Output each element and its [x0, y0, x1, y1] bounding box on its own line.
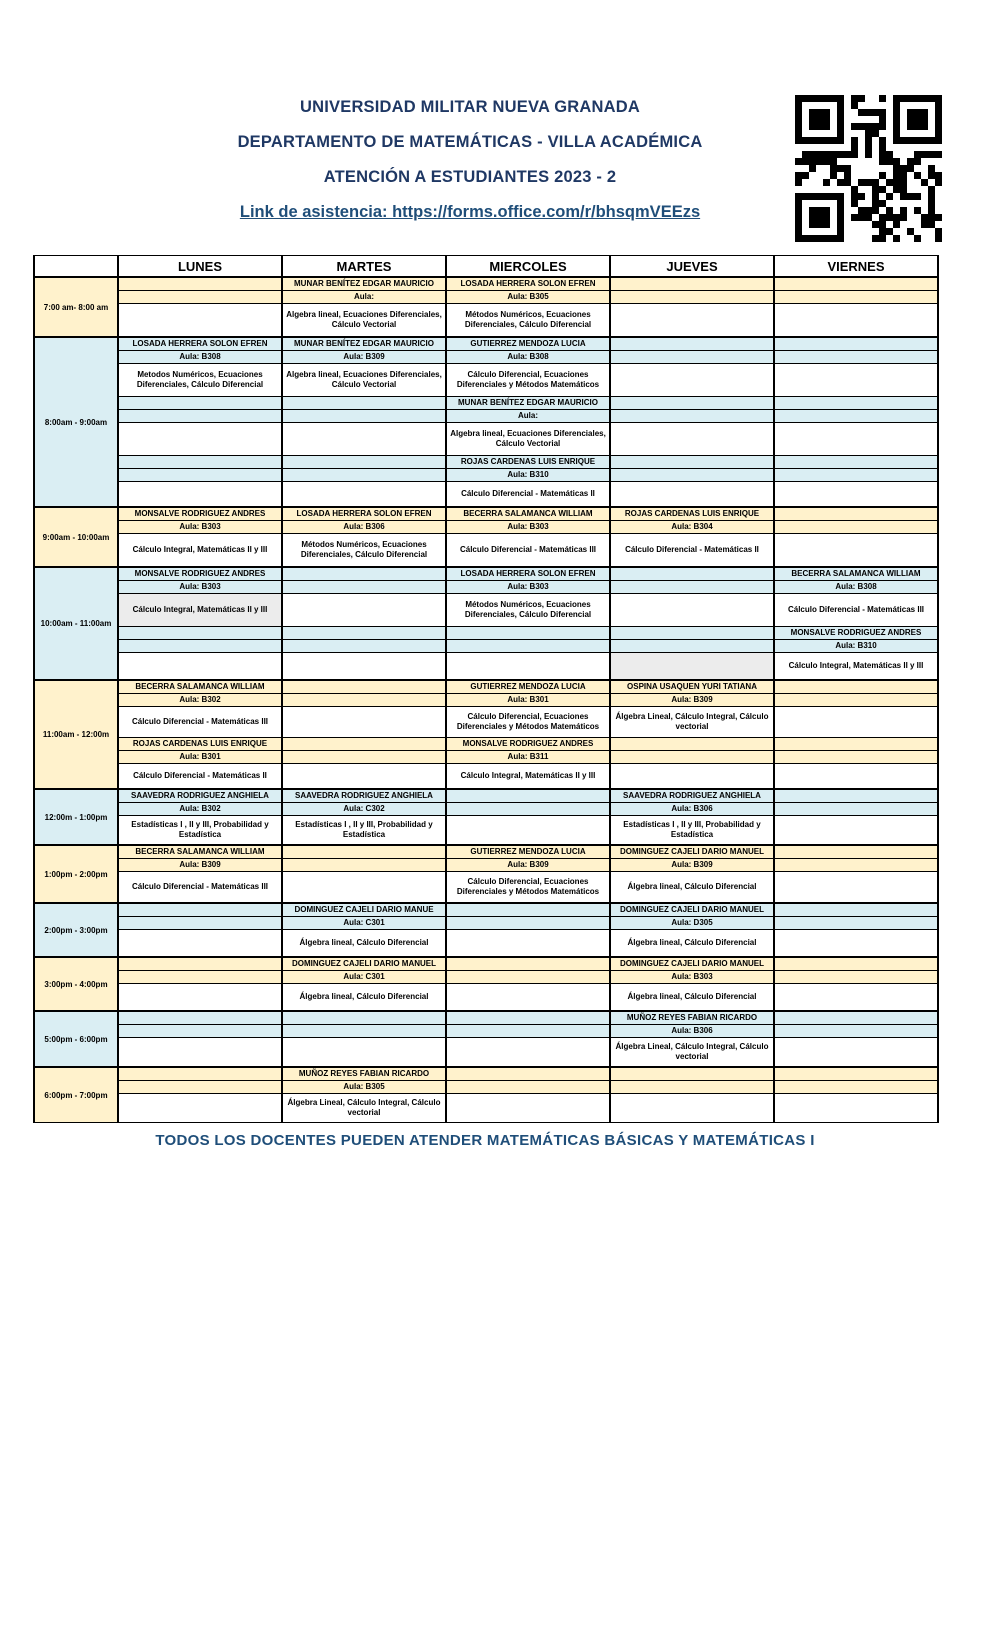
aula-cell — [118, 640, 282, 653]
teacher-name-cell — [446, 789, 610, 803]
teacher-name-cell — [118, 627, 282, 640]
teacher-name-cell: ROJAS CARDENAS LUIS ENRIQUE — [610, 507, 774, 521]
schedule-table — [33, 255, 939, 1123]
course-cell: Estadísticas I , II y III, Probabilidad y Estadística — [610, 816, 774, 846]
course-cell — [774, 816, 938, 846]
course-cell: Algebra lineal, Ecuaciones Diferenciales, Cálculo Vectorial — [446, 423, 610, 456]
course-cell — [774, 482, 938, 508]
course-cell: Álgebra lineal, Cálculo Diferencial — [282, 984, 446, 1012]
teacher-name-cell — [282, 397, 446, 410]
course-cell — [118, 482, 282, 508]
course-cell — [118, 984, 282, 1012]
time-slot-label: 1:00pm - 2:00pm — [34, 845, 118, 903]
course-cell — [446, 1094, 610, 1123]
course-cell — [610, 653, 774, 681]
teacher-name-cell — [774, 957, 938, 971]
aula-cell: Aula: B305 — [282, 1081, 446, 1094]
aula-cell: Aula: — [446, 410, 610, 423]
course-cell — [446, 1038, 610, 1068]
course-cell: Álgebra lineal, Cálculo Diferencial — [282, 930, 446, 958]
teacher-name-cell: DOMINGUEZ CAJELI DARIO MANUEL — [610, 903, 774, 917]
aula-cell — [118, 1025, 282, 1038]
aula-cell — [774, 694, 938, 707]
aula-cell — [282, 581, 446, 594]
aula-cell — [774, 971, 938, 984]
teacher-name-cell: MONSALVE RODRIGUEZ ANDRES — [118, 507, 282, 521]
teacher-name-cell: MONSALVE RODRIGUEZ ANDRES — [118, 567, 282, 581]
course-cell — [446, 816, 610, 846]
time-slot-label: 2:00pm - 3:00pm — [34, 903, 118, 957]
teacher-name-cell: LOSADA HERRERA SOLON EFREN — [282, 507, 446, 521]
teacher-name-cell: SAAVEDRA RODRIGUEZ ANGHIELA — [118, 789, 282, 803]
aula-cell — [610, 1081, 774, 1094]
teacher-name-cell: SAAVEDRA RODRIGUEZ ANGHIELA — [610, 789, 774, 803]
aula-cell: Aula: B302 — [118, 694, 282, 707]
teacher-name-cell — [610, 337, 774, 351]
department-title: DEPARTAMENTO DE MATEMÁTICAS - VILLA ACADÉMICA — [237, 133, 703, 151]
teacher-name-cell: BECERRA SALAMANCA WILLIAM — [446, 507, 610, 521]
aula-cell — [610, 751, 774, 764]
course-cell — [610, 594, 774, 627]
course-cell — [446, 984, 610, 1012]
aula-cell — [446, 803, 610, 816]
attendance-link[interactable]: Link de asistencia: https://forms.office.com/r/bhsqmVEEzs — [239, 203, 701, 221]
teacher-name-cell — [610, 277, 774, 291]
teacher-name-cell — [774, 738, 938, 751]
page-title: ATENCIÓN A ESTUDIANTES 2023 - 2 — [323, 168, 617, 186]
header — [60, 90, 880, 230]
teacher-name-cell — [118, 277, 282, 291]
teacher-name-cell: MUNAR BENÍTEZ EDGAR MAURICIO — [282, 337, 446, 351]
aula-cell — [610, 351, 774, 364]
teacher-name-cell — [774, 789, 938, 803]
time-slot-label: 3:00pm - 4:00pm — [34, 957, 118, 1011]
teacher-name-cell — [774, 337, 938, 351]
course-cell: Álgebra lineal, Cálculo Diferencial — [610, 930, 774, 958]
teacher-name-cell — [118, 1011, 282, 1025]
aula-cell: Aula: — [282, 291, 446, 304]
teacher-name-cell: LOSADA HERRERA SOLON EFREN — [446, 567, 610, 581]
aula-cell: Aula: B309 — [118, 859, 282, 872]
teacher-name-cell: DOMINGUEZ CAJELI DARIO MANUEL — [610, 957, 774, 971]
corner-cell — [34, 256, 118, 278]
aula-cell: Aula: B301 — [118, 751, 282, 764]
aula-cell — [774, 917, 938, 930]
course-cell: Algebra lineal, Ecuaciones Diferenciales, Cálculo Vectorial — [282, 304, 446, 338]
aula-cell: Aula: B306 — [282, 521, 446, 534]
course-cell — [610, 764, 774, 790]
teacher-name-cell — [610, 738, 774, 751]
teacher-name-cell: MUNAR BENÍTEZ EDGAR MAURICIO — [282, 277, 446, 291]
teacher-name-cell — [774, 507, 938, 521]
aula-cell — [446, 1081, 610, 1094]
aula-cell: Aula: C301 — [282, 917, 446, 930]
course-cell: Cálculo Diferencial, Ecuaciones Diferenciales y Métodos Matemáticos — [446, 872, 610, 904]
aula-cell: Aula: B306 — [610, 1025, 774, 1038]
aula-cell — [118, 917, 282, 930]
aula-cell: Aula: C302 — [282, 803, 446, 816]
teacher-name-cell — [282, 627, 446, 640]
time-slot-label: 12:00m - 1:00pm — [34, 789, 118, 845]
course-cell: Cálculo Diferencial - Matemáticas II — [610, 534, 774, 568]
teacher-name-cell — [282, 567, 446, 581]
course-cell — [118, 1038, 282, 1068]
teacher-name-cell: GUTIERREZ MENDOZA LUCIA — [446, 337, 610, 351]
course-cell: Álgebra lineal, Cálculo Diferencial — [610, 984, 774, 1012]
course-cell: Cálculo Diferencial - Matemáticas III — [118, 707, 282, 738]
course-cell: Cálculo Diferencial - Matemáticas II — [446, 482, 610, 508]
aula-cell — [774, 351, 938, 364]
course-cell — [774, 1038, 938, 1068]
course-cell — [774, 423, 938, 456]
day-header-row — [34, 256, 938, 278]
course-cell: Metodos Numéricos, Ecuaciones Diferenciales, Cálculo Diferencial — [118, 364, 282, 397]
aula-cell — [282, 410, 446, 423]
teacher-name-cell: MONSALVE RODRIGUEZ ANDRES — [446, 738, 610, 751]
schedule-area — [33, 255, 937, 1149]
aula-cell: Aula: B305 — [446, 291, 610, 304]
course-cell: Cálculo Diferencial - Matemáticas III — [118, 872, 282, 904]
time-slot-label: 5:00pm - 6:00pm — [34, 1011, 118, 1067]
aula-cell: Aula: B310 — [774, 640, 938, 653]
course-cell — [774, 1094, 938, 1123]
course-cell: Cálculo Integral, Matemáticas II y III — [118, 594, 282, 627]
course-cell: Cálculo Integral, Matemáticas II y III — [118, 534, 282, 568]
aula-cell: Aula: B308 — [774, 581, 938, 594]
course-cell: Cálculo Diferencial, Ecuaciones Diferenciales y Métodos Matemáticos — [446, 707, 610, 738]
aula-cell — [774, 291, 938, 304]
aula-cell — [774, 410, 938, 423]
aula-cell — [282, 469, 446, 482]
aula-cell: Aula: B309 — [446, 859, 610, 872]
course-cell — [282, 707, 446, 738]
aula-cell — [446, 971, 610, 984]
teacher-name-cell — [774, 397, 938, 410]
aula-cell — [774, 751, 938, 764]
teacher-name-cell: OSPINA USAQUEN YURI TATIANA — [610, 680, 774, 694]
course-cell — [282, 594, 446, 627]
course-cell — [774, 707, 938, 738]
course-cell: Álgebra Lineal, Cálculo Integral, Cálculo vectorial — [282, 1094, 446, 1123]
aula-cell: Aula: B310 — [446, 469, 610, 482]
course-cell — [774, 930, 938, 958]
teacher-name-cell — [118, 957, 282, 971]
time-slot-label: 8:00am - 9:00am — [34, 337, 118, 507]
course-cell: Cálculo Diferencial - Matemáticas III — [446, 534, 610, 568]
aula-cell — [610, 469, 774, 482]
aula-cell — [774, 469, 938, 482]
aula-cell: Aula: B309 — [610, 694, 774, 707]
course-cell — [610, 364, 774, 397]
qr-code — [793, 93, 945, 245]
course-cell — [774, 304, 938, 338]
aula-cell — [610, 291, 774, 304]
aula-cell: Aula: B309 — [282, 351, 446, 364]
course-cell: Cálculo Diferencial - Matemáticas III — [774, 594, 938, 627]
course-cell — [774, 534, 938, 568]
teacher-name-cell: BECERRA SALAMANCA WILLIAM — [118, 680, 282, 694]
course-cell: Estadísticas I , II y III, Probabilidad y Estadística — [118, 816, 282, 846]
aula-cell: Aula: B303 — [610, 971, 774, 984]
teacher-name-cell: ROJAS CARDENAS LUIS ENRIQUE — [118, 738, 282, 751]
teacher-name-cell — [610, 456, 774, 469]
course-cell — [118, 930, 282, 958]
teacher-name-cell — [774, 456, 938, 469]
aula-cell — [774, 803, 938, 816]
teacher-name-cell — [774, 1011, 938, 1025]
course-cell — [610, 482, 774, 508]
aula-cell — [118, 1081, 282, 1094]
aula-cell — [774, 1081, 938, 1094]
teacher-name-cell — [446, 1067, 610, 1081]
teacher-name-cell — [118, 903, 282, 917]
teacher-name-cell — [446, 903, 610, 917]
aula-cell — [774, 521, 938, 534]
aula-cell: Aula: B303 — [118, 521, 282, 534]
course-cell — [446, 930, 610, 958]
teacher-name-cell — [610, 627, 774, 640]
course-cell — [774, 872, 938, 904]
teacher-name-cell — [610, 567, 774, 581]
time-slot-label: 10:00am - 11:00am — [34, 567, 118, 680]
aula-cell — [610, 581, 774, 594]
aula-cell: Aula: B303 — [118, 581, 282, 594]
aula-cell — [118, 971, 282, 984]
aula-cell: Aula: B303 — [446, 581, 610, 594]
university-title: UNIVERSIDAD MILITAR NUEVA GRANADA — [300, 98, 640, 116]
course-cell — [446, 653, 610, 681]
aula-cell: Aula: B301 — [446, 694, 610, 707]
aula-cell — [774, 859, 938, 872]
aula-cell — [446, 917, 610, 930]
aula-cell: Aula: B302 — [118, 803, 282, 816]
teacher-name-cell: BECERRA SALAMANCA WILLIAM — [774, 567, 938, 581]
course-cell — [610, 1094, 774, 1123]
course-cell — [282, 764, 446, 790]
teacher-name-cell — [446, 957, 610, 971]
teacher-name-cell: MUÑOZ REYES FABIAN RICARDO — [282, 1067, 446, 1081]
teacher-name-cell: SAAVEDRA RODRIGUEZ ANGHIELA — [282, 789, 446, 803]
course-cell — [774, 364, 938, 397]
aula-cell: Aula: B303 — [446, 521, 610, 534]
teacher-name-cell: DOMINGUEZ CAJELI DARIO MANUE — [282, 903, 446, 917]
aula-cell: Aula: B306 — [610, 803, 774, 816]
teacher-name-cell: GUTIERREZ MENDOZA LUCIA — [446, 680, 610, 694]
teacher-name-cell — [282, 1011, 446, 1025]
aula-cell — [774, 1025, 938, 1038]
day-header-martes: MARTES — [282, 256, 446, 278]
time-slot-label: 7:00 am- 8:00 am — [34, 277, 118, 337]
course-cell — [118, 304, 282, 338]
aula-cell — [446, 640, 610, 653]
aula-cell: Aula: B311 — [446, 751, 610, 764]
aula-cell — [282, 640, 446, 653]
teacher-name-cell — [610, 397, 774, 410]
course-cell: Álgebra Lineal, Cálculo Integral, Cálculo vectorial — [610, 707, 774, 738]
course-cell: Cálculo Diferencial, Ecuaciones Diferenciales y Métodos Matemáticos — [446, 364, 610, 397]
aula-cell — [118, 291, 282, 304]
time-slot-label: 11:00am - 12:00m — [34, 680, 118, 789]
aula-cell: Aula: C301 — [282, 971, 446, 984]
course-cell — [774, 984, 938, 1012]
teacher-name-cell — [446, 1011, 610, 1025]
aula-cell — [282, 859, 446, 872]
course-cell — [118, 423, 282, 456]
course-cell: Álgebra lineal, Cálculo Diferencial — [610, 872, 774, 904]
aula-cell — [610, 410, 774, 423]
course-cell — [282, 482, 446, 508]
aula-cell — [282, 694, 446, 707]
course-cell: Métodos Numéricos, Ecuaciones Diferenciales, Cálculo Diferencial — [282, 534, 446, 568]
aula-cell — [610, 640, 774, 653]
day-header-miercoles: MIERCOLES — [446, 256, 610, 278]
teacher-name-cell: BECERRA SALAMANCA WILLIAM — [118, 845, 282, 859]
course-cell: Métodos Numéricos, Ecuaciones Diferenciales, Cálculo Diferencial — [446, 304, 610, 338]
aula-cell — [446, 1025, 610, 1038]
day-header-lunes: LUNES — [118, 256, 282, 278]
teacher-name-cell — [774, 680, 938, 694]
schedule-body — [34, 277, 938, 1123]
course-cell: Cálculo Integral, Matemáticas II y III — [774, 653, 938, 681]
teacher-name-cell — [118, 456, 282, 469]
aula-cell — [282, 751, 446, 764]
teacher-name-cell — [774, 903, 938, 917]
teacher-name-cell: LOSADA HERRERA SOLON EFREN — [446, 277, 610, 291]
course-cell — [610, 304, 774, 338]
aula-cell — [118, 469, 282, 482]
course-cell: Cálculo Diferencial - Matemáticas II — [118, 764, 282, 790]
course-cell — [282, 1038, 446, 1068]
aula-cell: Aula: B308 — [118, 351, 282, 364]
teacher-name-cell — [282, 456, 446, 469]
course-cell: Algebra lineal, Ecuaciones Diferenciales, Cálculo Vectorial — [282, 364, 446, 397]
footer-note: TODOS LOS DOCENTES PUEDEN ATENDER MATEMÁTICAS BÁSICAS Y MATEMÁTICAS I — [155, 1132, 815, 1149]
teacher-name-cell: ROJAS CARDENAS LUIS ENRIQUE — [446, 456, 610, 469]
teacher-name-cell: DOMINGUEZ CAJELI DARIO MANUEL — [282, 957, 446, 971]
course-cell — [282, 653, 446, 681]
teacher-name-cell — [118, 397, 282, 410]
time-slot-label: 6:00pm - 7:00pm — [34, 1067, 118, 1123]
course-cell — [282, 423, 446, 456]
course-cell — [118, 1094, 282, 1123]
course-cell: Estadísticas I , II y III, Probabilidad y Estadística — [282, 816, 446, 846]
aula-cell: Aula: B304 — [610, 521, 774, 534]
course-cell — [610, 423, 774, 456]
teacher-name-cell: MUÑOZ REYES FABIAN RICARDO — [610, 1011, 774, 1025]
teacher-name-cell — [610, 1067, 774, 1081]
teacher-name-cell — [774, 1067, 938, 1081]
teacher-name-cell: MONSALVE RODRIGUEZ ANDRES — [774, 627, 938, 640]
course-cell: Métodos Numéricos, Ecuaciones Diferenciales, Cálculo Diferencial — [446, 594, 610, 627]
teacher-name-cell — [118, 1067, 282, 1081]
aula-cell: Aula: B309 — [610, 859, 774, 872]
teacher-name-cell: LOSADA HERRERA SOLON EFREN — [118, 337, 282, 351]
teacher-name-cell — [446, 627, 610, 640]
teacher-name-cell — [774, 845, 938, 859]
course-cell — [118, 653, 282, 681]
aula-cell: Aula: D305 — [610, 917, 774, 930]
teacher-name-cell — [282, 680, 446, 694]
teacher-name-cell: DOMINGUEZ CAJELI DARIO MANUEL — [610, 845, 774, 859]
teacher-name-cell — [774, 277, 938, 291]
course-cell — [774, 764, 938, 790]
teacher-name-cell — [282, 738, 446, 751]
teacher-name-cell: MUNAR BENÍTEZ EDGAR MAURICIO — [446, 397, 610, 410]
teacher-name-cell: GUTIERREZ MENDOZA LUCIA — [446, 845, 610, 859]
aula-cell — [118, 410, 282, 423]
course-cell: Cálculo Integral, Matemáticas II y III — [446, 764, 610, 790]
course-cell: Álgebra Lineal, Cálculo Integral, Cálculo vectorial — [610, 1038, 774, 1068]
day-header-viernes: VIERNES — [774, 256, 938, 278]
time-slot-label: 9:00am - 10:00am — [34, 507, 118, 567]
teacher-name-cell — [282, 845, 446, 859]
aula-cell — [282, 1025, 446, 1038]
aula-cell: Aula: B308 — [446, 351, 610, 364]
course-cell — [282, 872, 446, 904]
day-header-jueves: JUEVES — [610, 256, 774, 278]
